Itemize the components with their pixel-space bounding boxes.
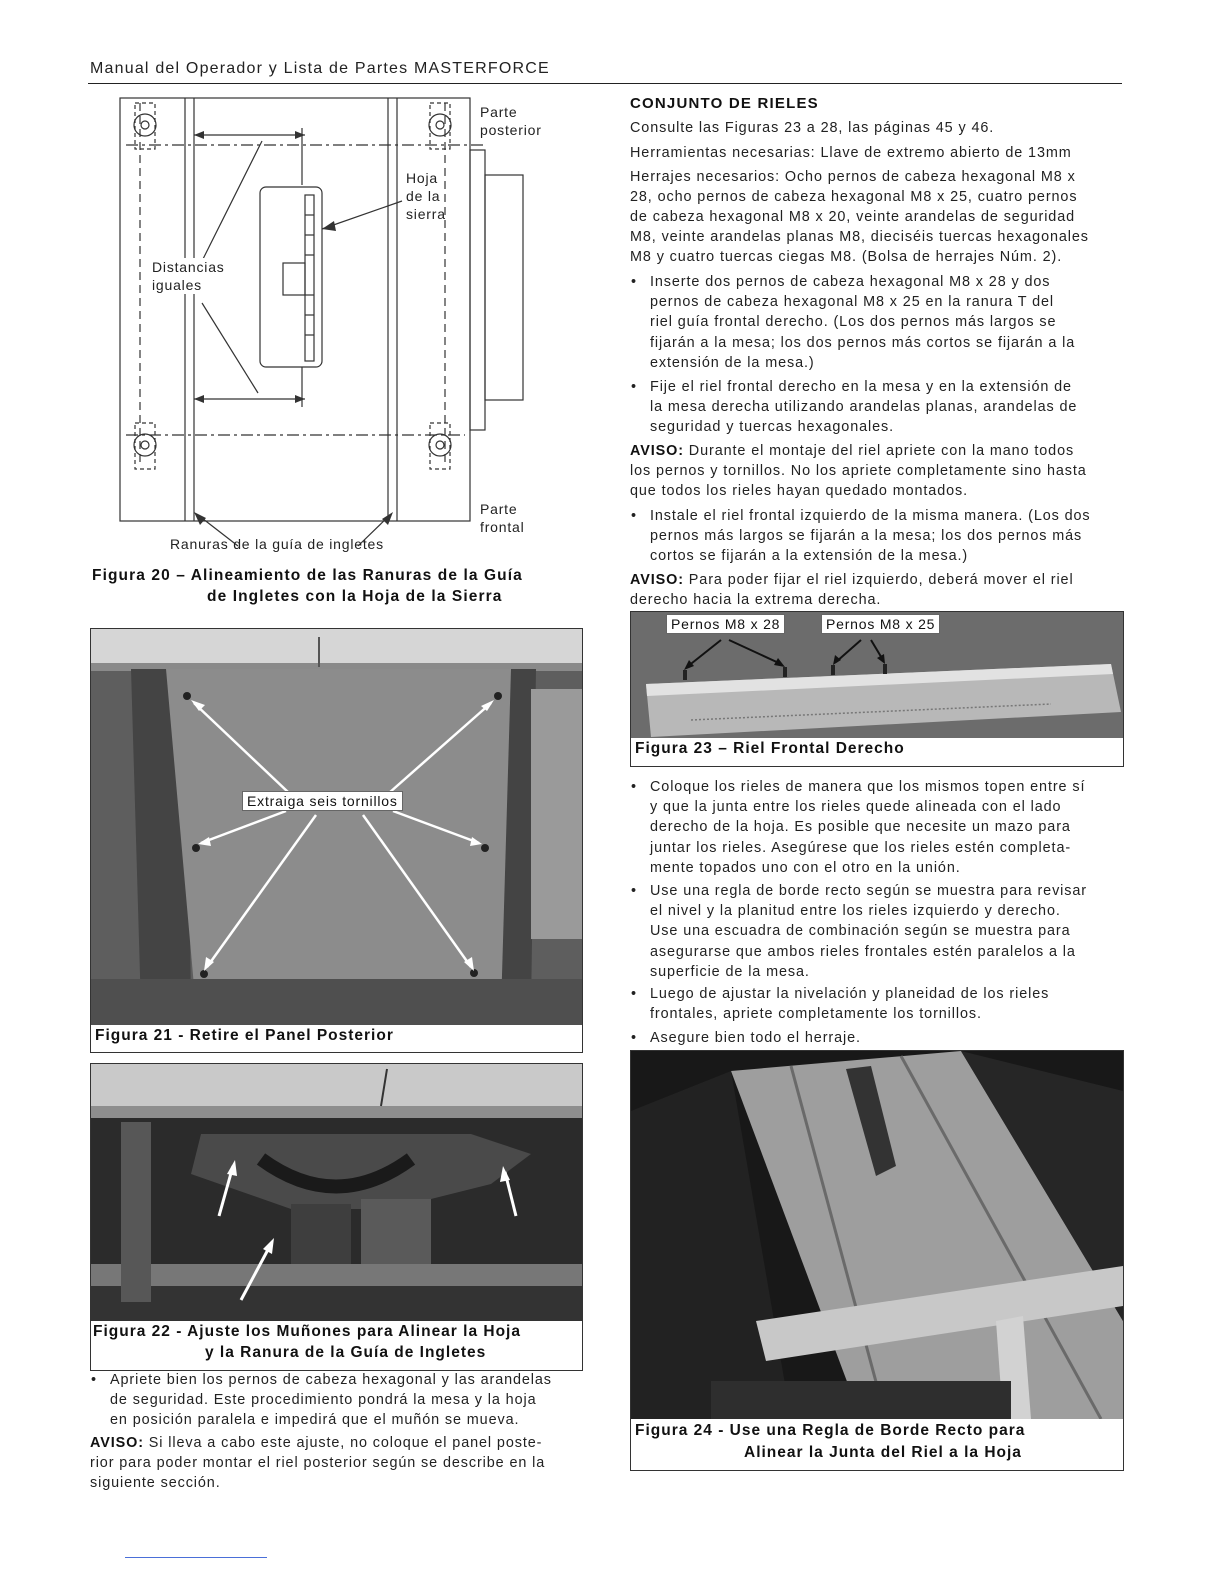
right-bullet-1	[631, 272, 1076, 373]
label-front-line2: frontal	[480, 519, 525, 535]
tools-text: Herramientas necesarias: Llave de extremo abierto de 13mm	[630, 145, 1072, 161]
straight-edge-image	[631, 1051, 1123, 1419]
text-line: Inserte dos pernos de cabeza hexagonal M8 x 28 y dos	[650, 274, 1051, 290]
figure-23	[630, 611, 1124, 767]
bullet-dot: •	[631, 986, 637, 1002]
right-bullet-6	[631, 984, 1050, 1024]
text-line: 28, ocho pernos de cabeza hexagonal M8 x 25, cuatro pernos	[630, 189, 1078, 205]
text-line: los pernos y tornillos. No los apriete completamente sino hasta	[630, 463, 1087, 479]
text-line: Para poder fijar el riel izquierdo, deberá mover el riel	[683, 572, 1074, 588]
figure-20-diagram	[90, 95, 580, 565]
text-line: cortos se fijarán a la extensión de la mesa.)	[650, 548, 969, 565]
figure-24-photo	[631, 1051, 1123, 1419]
aviso-label: AVISO:	[90, 1435, 144, 1451]
figure-21-callout: Extraiga seis tornillos	[242, 791, 403, 811]
label-blade-line2: de la	[406, 188, 441, 204]
text-line: y que la junta entre los rieles quede alineada con el lado	[650, 799, 1062, 816]
text-line: riel guía frontal derecho. (Los dos pernos más largos se	[650, 314, 1057, 331]
blade-alignment-diagram	[90, 95, 580, 565]
label-rear-line1: Parte	[480, 104, 518, 120]
text-line: Instale el riel frontal izquierdo de la misma manera. (Los dos	[650, 508, 1091, 524]
label-rear	[480, 103, 542, 139]
text-line: Durante el montaje del riel apriete con la mano todos	[683, 443, 1075, 459]
figure-22	[90, 1063, 583, 1371]
figure-24-caption-line2: Alinear la Junta del Riel a la Hoja	[744, 1444, 1022, 1461]
text-line: Use una regla de borde recto según se muestra para revisar	[650, 883, 1087, 899]
footer-link-underline	[125, 1557, 267, 1558]
bullet-dot: •	[631, 508, 637, 524]
section-title: CONJUNTO DE RIELES	[630, 95, 819, 112]
text-line: Asegure bien todo el herraje.	[650, 1030, 861, 1046]
text-line: siguiente sección.	[90, 1475, 221, 1491]
text-line: de seguridad. Este procedimiento pondrá la mesa y la hoja	[110, 1392, 537, 1409]
label-equal-line1: Distancias	[152, 259, 225, 275]
bullet-dot: •	[631, 379, 637, 395]
text-line: fijarán a la mesa; los dos pernos más cortos se fijarán a la	[650, 334, 1076, 351]
header-rule	[88, 83, 1122, 84]
rear-panel-image	[91, 629, 582, 1025]
figure-24	[630, 1050, 1124, 1471]
text-line: la mesa derecha utilizando arandelas planas, arandelas de	[650, 399, 1078, 416]
left-aviso	[90, 1433, 545, 1493]
intro-text: Consulte las Figuras 23 a 28, las páginas 45 y 46.	[630, 120, 995, 136]
trunnion-image	[91, 1064, 582, 1321]
text-line: pernos más largos se fijarán a la mesa; los dos pernos más	[650, 528, 1083, 545]
text-line: Herrajes necesarios: Ocho pernos de cabeza hexagonal M8 x	[630, 169, 1076, 185]
figure-21-caption: Figura 21 - Retire el Panel Posterior	[95, 1027, 394, 1044]
text-line: asegurarse que ambos rieles frontales estén paralelos a la	[650, 943, 1076, 960]
label-miter-slots: Ranuras de la guía de ingletes	[170, 536, 384, 552]
page-header: Manual del Operador y Lista de Partes MASTERFORCE	[90, 60, 550, 77]
right-bullet-4	[631, 777, 1086, 878]
text-line: que todos los rieles hayan quedado montados.	[630, 483, 969, 499]
aviso-label: AVISO:	[630, 572, 684, 588]
bullet-dot: •	[91, 1372, 97, 1388]
figure-22-photo	[91, 1064, 582, 1321]
text-line: Apriete bien los pernos de cabeza hexagonal y las arandelas	[110, 1372, 552, 1388]
left-bullet-1	[91, 1370, 552, 1431]
bullet-dot: •	[631, 883, 637, 899]
hardware-text	[630, 167, 1089, 267]
text-line: rior para poder montar el riel posterior según se describe en la	[90, 1455, 546, 1471]
text-line: mente topados uno con el otro en la unión.	[650, 859, 961, 876]
aviso-label: AVISO:	[630, 443, 684, 459]
right-bullet-7	[631, 1028, 861, 1048]
text-line: el nivel y la planitud entre los rieles izquierdo y derecho.	[650, 903, 1061, 920]
text-line: M8 y cuatro tuercas ciegas M8. (Bolsa de herrajes Núm. 2).	[630, 249, 1063, 265]
text-line: frontales, apriete completamente los tornillos.	[650, 1006, 982, 1023]
figure-23-callout-m8x25: Pernos M8 x 25	[821, 614, 940, 634]
figure-22-caption-line1: Figura 22 - Ajuste los Muñones para Alinear la Hoja	[93, 1323, 521, 1340]
label-equal-line2: iguales	[152, 277, 202, 293]
text-line: Fije el riel frontal derecho en la mesa y en la extensión de	[650, 379, 1072, 395]
label-blade-line3: sierra	[406, 206, 446, 222]
label-equal-distances	[152, 258, 225, 294]
figure-22-caption-line2: y la Ranura de la Guía de Ingletes	[205, 1344, 487, 1361]
text-line: superficie de la mesa.	[650, 963, 810, 980]
right-aviso-2	[630, 570, 1074, 610]
label-front-line1: Parte	[480, 501, 518, 517]
right-aviso-1	[630, 441, 1087, 501]
label-blade-line1: Hoja	[406, 170, 438, 186]
text-line: Si lleva a cabo este ajuste, no coloque el panel poste-	[143, 1435, 543, 1451]
text-line: Coloque los rieles de manera que los mismos topen entre sí	[650, 779, 1086, 795]
right-bullet-2	[631, 377, 1078, 438]
figure-20-caption-line2: de Ingletes con la Hoja de la Sierra	[207, 588, 503, 605]
text-line: pernos de cabeza hexagonal M8 x 25 en la ranura T del	[650, 294, 1054, 311]
figure-23-caption: Figura 23 – Riel Frontal Derecho	[635, 740, 905, 757]
right-bullet-3	[631, 506, 1091, 567]
text-line: derecho de la hoja. Es posible que necesite un mazo para	[650, 819, 1071, 836]
bullet-dot: •	[631, 779, 637, 795]
figure-23-callout-m8x28: Pernos M8 x 28	[666, 614, 785, 634]
bullet-dot: •	[631, 1030, 637, 1046]
text-line: juntar los rieles. Asegúrese que los rieles estén completa-	[650, 839, 1072, 856]
figure-21	[90, 628, 583, 1053]
figure-20-caption-line1: Figura 20 – Alineamiento de las Ranuras de la Guía	[92, 567, 523, 584]
figure-21-photo	[91, 629, 582, 1025]
figure-24-caption-line1: Figura 24 - Use una Regla de Borde Recto para	[635, 1422, 1026, 1439]
label-rear-line2: posterior	[480, 122, 542, 138]
text-line: derecho hacia la extrema derecha.	[630, 592, 882, 608]
text-line: seguridad y tuercas hexagonales.	[650, 419, 894, 436]
text-line: M8, veinte arandelas planas M8, dieciséis tuercas hexagonales	[630, 229, 1089, 245]
text-line: de cabeza hexagonal M8 x 20, veinte arandelas de seguridad	[630, 209, 1076, 225]
text-line: extensión de la mesa.)	[650, 354, 815, 371]
label-blade	[406, 169, 446, 223]
text-line: Use una escuadra de combinación según se muestra para	[650, 923, 1071, 940]
text-line: Luego de ajustar la nivelación y planeidad de los rieles	[650, 986, 1050, 1002]
label-front	[480, 500, 525, 536]
text-line: en posición paralela e impedirá que el muñón se mueva.	[110, 1412, 520, 1429]
right-bullet-5	[631, 881, 1087, 982]
bullet-dot: •	[631, 274, 637, 290]
